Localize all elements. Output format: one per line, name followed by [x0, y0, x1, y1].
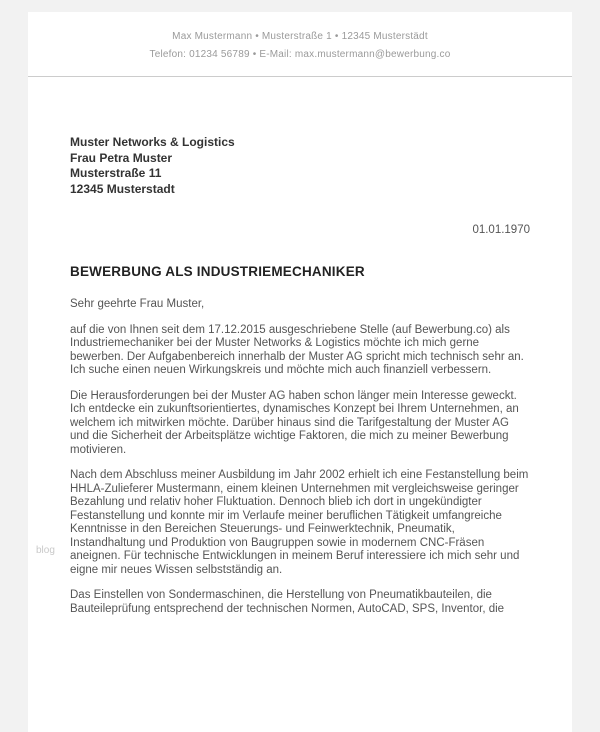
- letter-body: [28, 135, 572, 616]
- sender-phone-email-line: Telefon: 01234 56789 • E-Mail: max.mustermann@bewerbung.co: [149, 49, 451, 60]
- salutation: Sehr geehrte Frau Muster,: [70, 298, 205, 310]
- subject-line: BEWERBUNG ALS INDUSTRIEMECHANIKER: [70, 264, 365, 279]
- letterhead-divider: [28, 76, 572, 77]
- recipient-person: Frau Petra Muster: [70, 150, 173, 165]
- paragraph-skills: Das Einstellen von Sondermaschinen, die Herstellung von Pneumatikbauteilen, die Bauteileprüfung entsprechend der technischen Normen, AutoCAD, SPS, Inventor, die: [70, 589, 505, 615]
- paragraph-experience: Nach dem Abschluss meiner Ausbildung im Jahr 2002 erhielt ich eine Festanstellung beim HHLA-Zulieferer Mustermann, einem kleinen Unternehmen mit vergleichsweise geringer Bezahlung und relativ hoher Fluktuation. Dennoch blieb ich dort in ungekündigter Festanstellung und konnte mir im Verlaufe meiner beruflichen Tätigkeit umfangreiche Kenntnisse in den Bereichen Steuerungs- und Feinwerktechnik, Pneumatik, Instandhaltung und Produktion von Baugruppen sowie in modernem CNC-Fräsen aneignen. Für technische Entwicklungen in meinem Beruf interessiere ich mich sehr und eigne mir neues Wissen selbstständig an.: [70, 469, 529, 576]
- recipient-address-block: [70, 135, 530, 197]
- paragraph-intro: auf die von Ihnen seit dem 17.12.2015 ausgeschriebene Stelle (auf Bewerbung.co) als Industriemechaniker bei der Muster Networks & Logistics möchte ich mich gerne bewerben. Der Aufgabenbereich innerhalb der Muster AG spricht mich technisch sehr an. Ich suche einen neuen Wirkungskreis und möchte mich auch finanziell verbessern.: [70, 323, 524, 376]
- paragraph-motivation: Die Herausforderungen bei der Muster AG haben schon länger mein Interesse geweckt. Ich entdecke ein zukunftsorientiertes, dynamisches Konzept bei Ihrem Unternehmen, an welchem ich mitwirken möchte. Darüber hinaus sind die Tarifgestaltung der Muster AG und die Sicherheit der Arbeitsplätze wichtige Faktoren, die mich zu meiner Bewerbung motivieren.: [70, 389, 519, 456]
- sender-name-address-line: Max Mustermann • Musterstraße 1 • 12345 Musterstädt: [172, 31, 428, 42]
- letter-date: 01.01.1970: [472, 224, 530, 236]
- recipient-city: 12345 Musterstadt: [70, 181, 175, 196]
- letter-page: [28, 12, 572, 732]
- recipient-company: Muster Networks & Logistics: [70, 135, 235, 149]
- recipient-street: Musterstraße 11: [70, 166, 162, 180]
- watermark: blog: [36, 545, 55, 556]
- letterhead: [28, 12, 572, 64]
